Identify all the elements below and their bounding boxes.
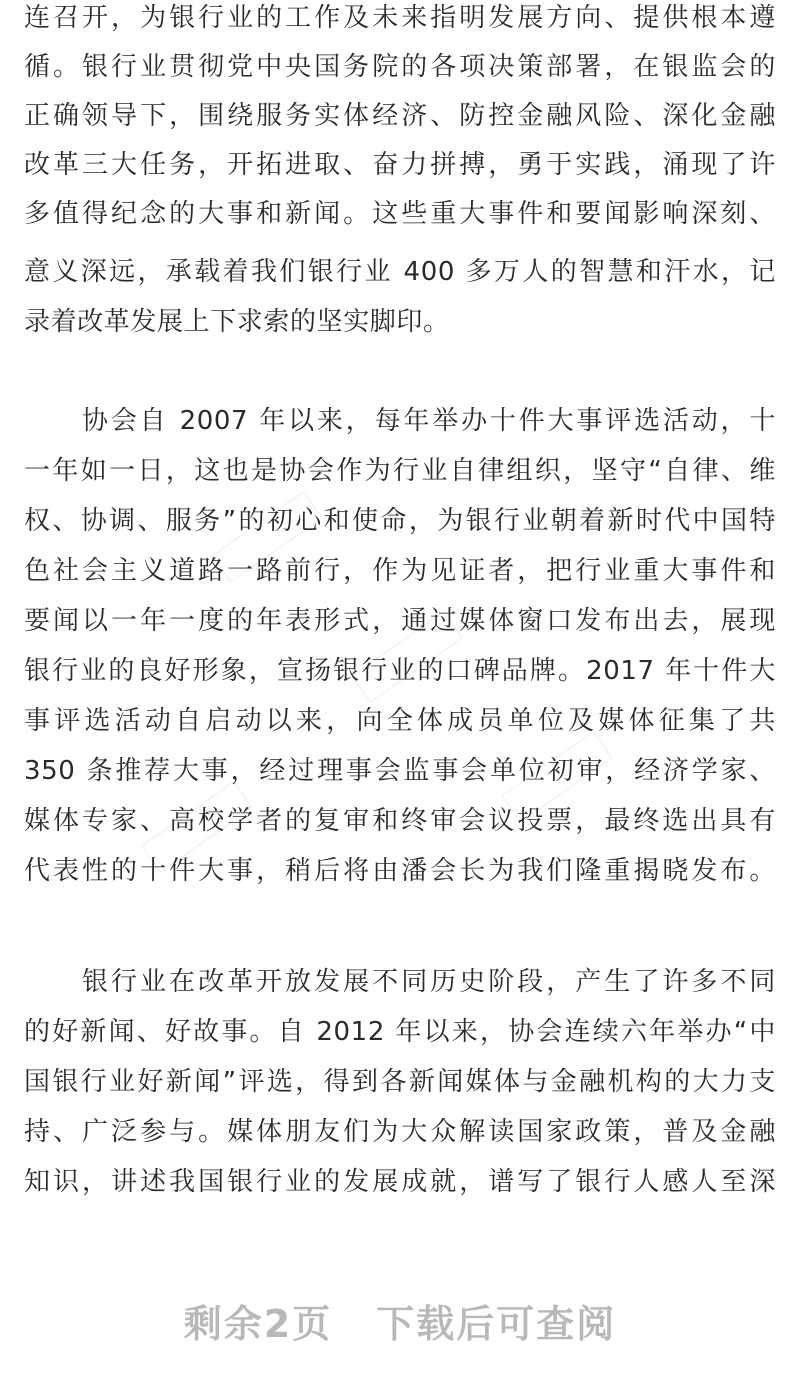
download-prompt[interactable] xyxy=(0,1293,800,1348)
text-line: 要闻以一年一度的年表形式，通过媒体窗口发布出去，展现 xyxy=(24,606,776,636)
text-line: 意义深远，承载着我们银行业 400 多万人的智慧和汗水，记 xyxy=(24,257,776,287)
text-line: 代表性的十件大事，稍后将由潘会长为我们隆重揭晓发布。 xyxy=(24,856,776,886)
remaining-pages-label: 剩余2页 xyxy=(183,1302,333,1346)
text-line: 多值得纪念的大事和新闻。这些重大事件和要闻影响深刻、 xyxy=(24,199,776,229)
text-line: 银行业在改革开放发展不同历史阶段，产生了许多不同 xyxy=(82,967,776,997)
download-to-view-label: 下载后可查阅 xyxy=(376,1302,617,1346)
text-line: 改革三大任务，开拓进取、奋力拼搏，勇于实践，涌现了许 xyxy=(24,150,776,180)
text-line: 色社会主义道路一路前行，作为见证者，把行业重大事件和 xyxy=(24,556,776,586)
text-line: 连召开，为银行业的工作及未来指明发展方向、提供根本遵 xyxy=(24,3,776,33)
text-line: 的好新闻、好故事。自 2012 年以来，协会连续六年举办“中 xyxy=(24,1017,776,1047)
text-line: 录着改革发展上下求索的坚实脚印。 xyxy=(24,307,450,337)
text-line: 正确领导下，围绕服务实体经济、防控金融风险、深化金融 xyxy=(24,101,776,131)
text-line: 事评选活动自启动以来，向全体成员单位及媒体征集了共 xyxy=(24,706,776,736)
text-line: 一年如一日，这也是协会作为行业自律组织，坚守“自律、维 xyxy=(24,456,776,486)
text-line: 银行业的良好形象，宣扬银行业的口碑品牌。2017 年十件大 xyxy=(24,656,776,686)
text-line: 循。银行业贯彻党中央国务院的各项决策部署，在银监会的 xyxy=(24,52,776,82)
text-line: 国银行业好新闻”评选，得到各新闻媒体与金融机构的大力支 xyxy=(24,1067,776,1097)
text-line: 权、协调、服务”的初心和使命，为银行业朝着新时代中国特 xyxy=(24,506,776,536)
text-line: 350 条推荐大事，经过理事会监事会单位初审，经济学家、 xyxy=(24,756,776,786)
text-line: 知识，讲述我国银行业的发展成就，谱写了银行人感人至深 xyxy=(24,1167,776,1197)
text-line: 媒体专家、高校学者的复审和终审会议投票，最终选出具有 xyxy=(24,806,776,836)
text-line: 持、广泛参与。媒体朋友们为大众解读国家政策，普及金融 xyxy=(24,1117,776,1147)
text-line: 协会自 2007 年以来，每年举办十件大事评选活动，十 xyxy=(82,406,776,436)
